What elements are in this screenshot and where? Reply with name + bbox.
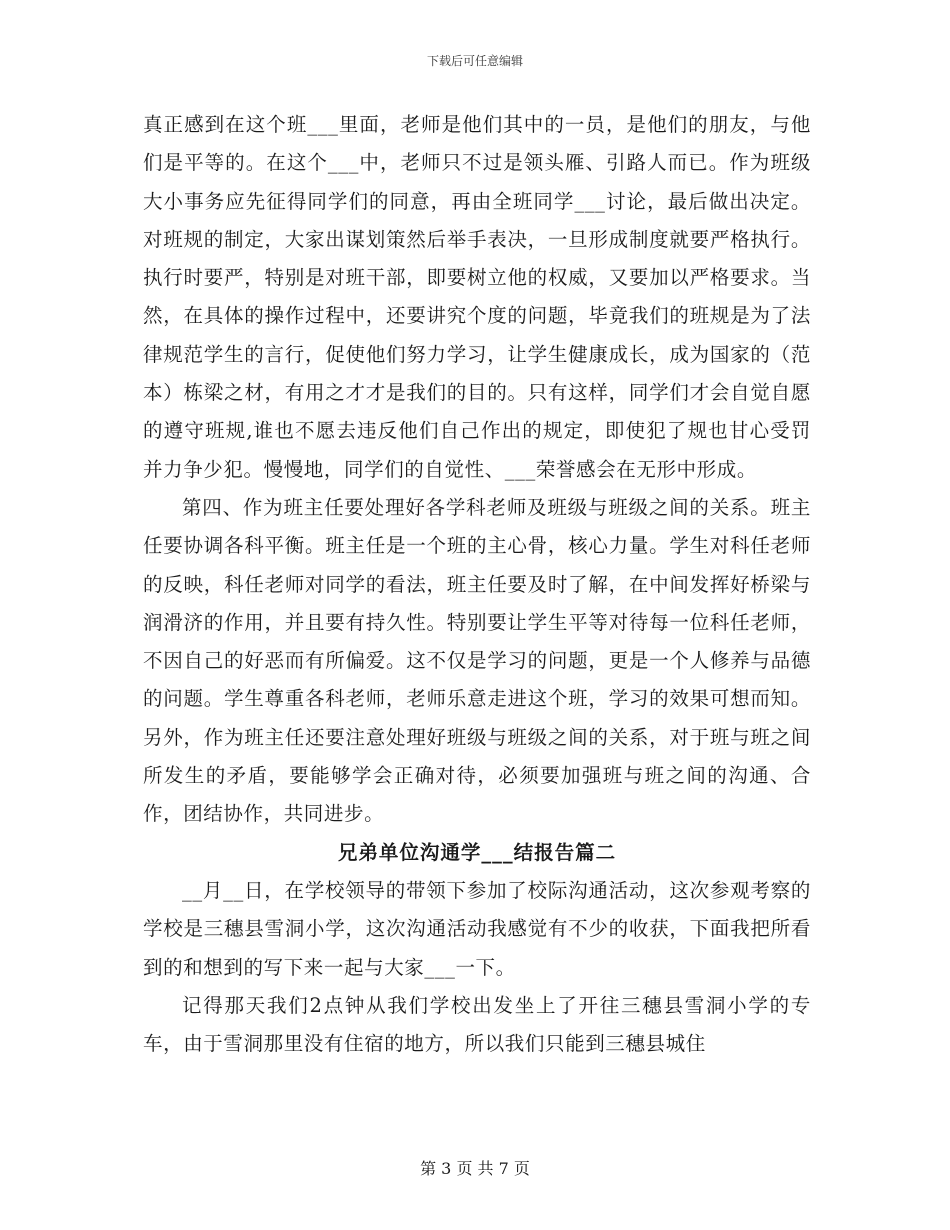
paragraph: 第四、作为班主任要处理好各学科老师及班级与班级之间的关系。班主任要协调各科平衡。班主任是一个班的主心骨，核心力量。学生对科任老师的反映，科任老师对同学的看法，班主任要及时了解，在中间发挥好桥梁与润滑济的作用，并且要有持久性。特别要让学生平等对待每一位科任老师，不因自己的好恶而有所偏爱。这不仅是学习的问题，更是一个人修养与品德的问题。学生尊重各科老师，老师乐意走进这个班，学习的效果可想而知。另外，作为班主任还要注意处理好班级与班级之间的关系，对于班与班之间所发生的矛盾，要能够学会正确对待，必须要加强班与班之间的沟通、合作，团结协作，共同进步。 <box>143 495 811 826</box>
page-header: 下载后可任意编辑 <box>426 54 523 68</box>
paragraph: __月__日，在学校领导的带领下参加了校际沟通活动，这次参观考察的学校是三穗县雪洞小学，这次沟通活动我感觉有不少的收获，下面我把所看到的和想到的写下来一起与大家___一下。 <box>143 878 811 979</box>
page-footer: 第 3 页 共 7 页 <box>420 1159 530 1178</box>
section-heading: 兄弟单位沟通学___结报告篇二 <box>337 840 617 864</box>
paragraph: 记得那天我们2点钟从我们学校出发坐上了开往三穗县雪洞小学的专车，由于雪洞那里没有住宿的地方，所以我们只能到三穗县城住 <box>143 993 811 1056</box>
paragraph: 真正感到在这个班___里面，老师是他们其中的一员，是他们的朋友，与他们是平等的。在这个___中，老师只不过是领头雁、引路人而已。作为班级大小事务应先征得同学们的同意，再由全班同学___讨论，最后做出决定。对班规的制定，大家出谋划策然后举手表决，一旦形成制度就要严格执行。执行时要严，特别是对班干部，即要树立他的权威，又要加以严格要求。当然，在具体的操作过程中，还要讲究个度的问题，毕竟我们的班规是为了法律规范学生的言行，促使他们努力学习，让学生健康成长，成为国家的（范本）栋梁之材，有用之才才是我们的目的。只有这样，同学们才会自觉自愿的遵守班规,谁也不愿去违反他们自己作出的规定，即使犯了规也甘心受罚并力争少犯。慢慢地，同学们的自觉性、___荣誉感会在无形中形成。 <box>143 113 811 481</box>
document-body <box>143 106 811 1063</box>
